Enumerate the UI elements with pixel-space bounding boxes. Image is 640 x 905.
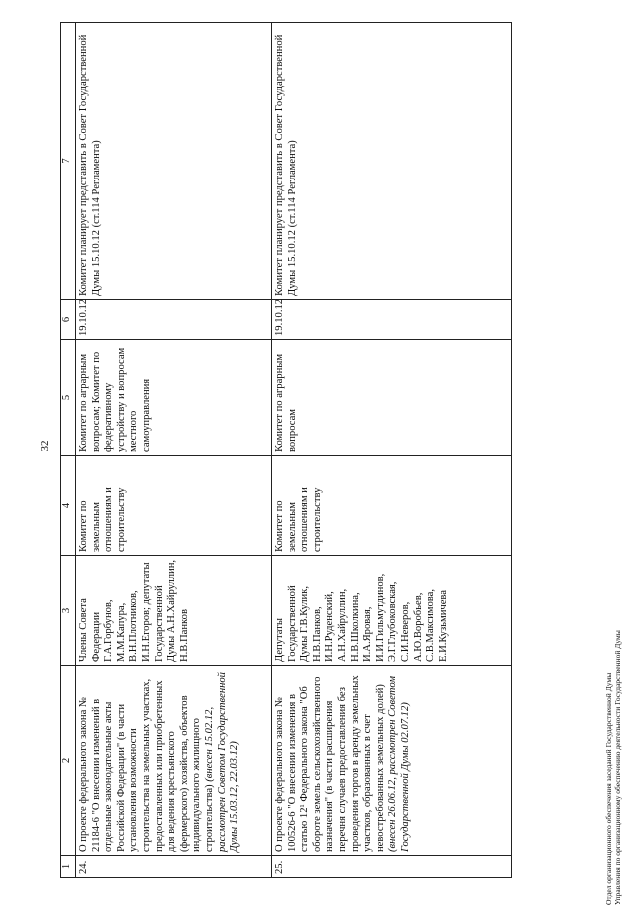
bill-description [272,666,512,856]
responsible-committee: Комитет по земельным отношениям и строительству [76,456,272,556]
column-header: 4 [61,456,76,556]
review-date: 19.10.12 [272,300,512,340]
table-row [272,23,512,878]
bill-authors: Депутаты Государственной Думы Г.В.Кулик, Н.В.Панков, И.Н.Руденский, А.Н.Хайруллин, Н.В.Школкина, И.А.Яровая, И.И.Гильмутдинов, Э.Г.Глубоковская, С.И.Неверов, А.Ю.Воробьев, С.В.Максимова, Е.И.Кузьмичева [272,556,512,666]
column-header: 6 [61,300,76,340]
footer-line-1: Отдел организационного обеспечения заседаний Государственной Думы [604,672,613,905]
column-header: 2 [61,666,76,856]
header-row [61,23,76,878]
row-number: 24. [76,856,272,878]
co-committees: Комитет по аграрным вопросам [272,340,512,456]
responsible-committee: Комитет по земельным отношениям и строительству [272,456,512,556]
table-row [76,23,272,878]
column-header: 7 [61,23,76,300]
bill-description [76,666,272,856]
column-header: 3 [61,556,76,666]
bill-note: (внесен 26.06.12, рассмотрен Советом Государственной Думы 02.07.12) [387,676,411,852]
bills-table-container [60,23,580,878]
review-date: 19.10.12 [76,300,272,340]
bill-title: О проекте федерального закона № 100526-6 "О внесении изменения в статью 12¹ Федерального закона "Об обороте земель сельскохозяйственного назначения" (в части расширения перечня случаев предоставления без проведения торгов в аренду земельных участков, образованных в счет невостребованных земельных долей) [274,675,386,852]
footer-line-2: Управления по организационному обеспечению деятельности Государственной Думы [613,630,622,905]
bill-note: (внесен 15.02.12, рассмотрен Советом Государственной Думы 15.03.12, 22.03.12) [203,672,241,852]
bills-table [60,22,512,878]
co-committees: Комитет по аграрным вопросам; Комитет по федеративному устройству и вопросам местного самоуправления [76,340,272,456]
column-header: 5 [61,340,76,456]
committee-plan: Комитет планирует представить в Совет Государственной Думы 15.10.12 (ст.114 Регламента) [272,23,512,300]
bill-title: О проекте федерального закона № 21184-6 "О внесении изменений в отдельные законодательные акты Российской Федерации" (в части установления возможности строительства на земельных участках, предоставленных или приобретенных для ведения крестьянского (фермерского) хозяйства, объектов индивидуального жилищного строительства) [78,678,215,852]
committee-plan: Комитет планирует представить в Совет Государственной Думы 15.10.12 (ст.114 Регламента) [76,23,272,300]
column-header: 1 [61,856,76,878]
bill-authors: Члены Совета Федерации Г.А.Горбунов, М.М.Капура, В.Н.Плотников, И.Н.Егоров; депутаты Государственной Думы А.Н.Хайруллин, Н.В.Панков [76,556,272,666]
row-number: 25. [272,856,512,878]
footer [604,575,622,905]
page-number: 32 [39,440,51,452]
